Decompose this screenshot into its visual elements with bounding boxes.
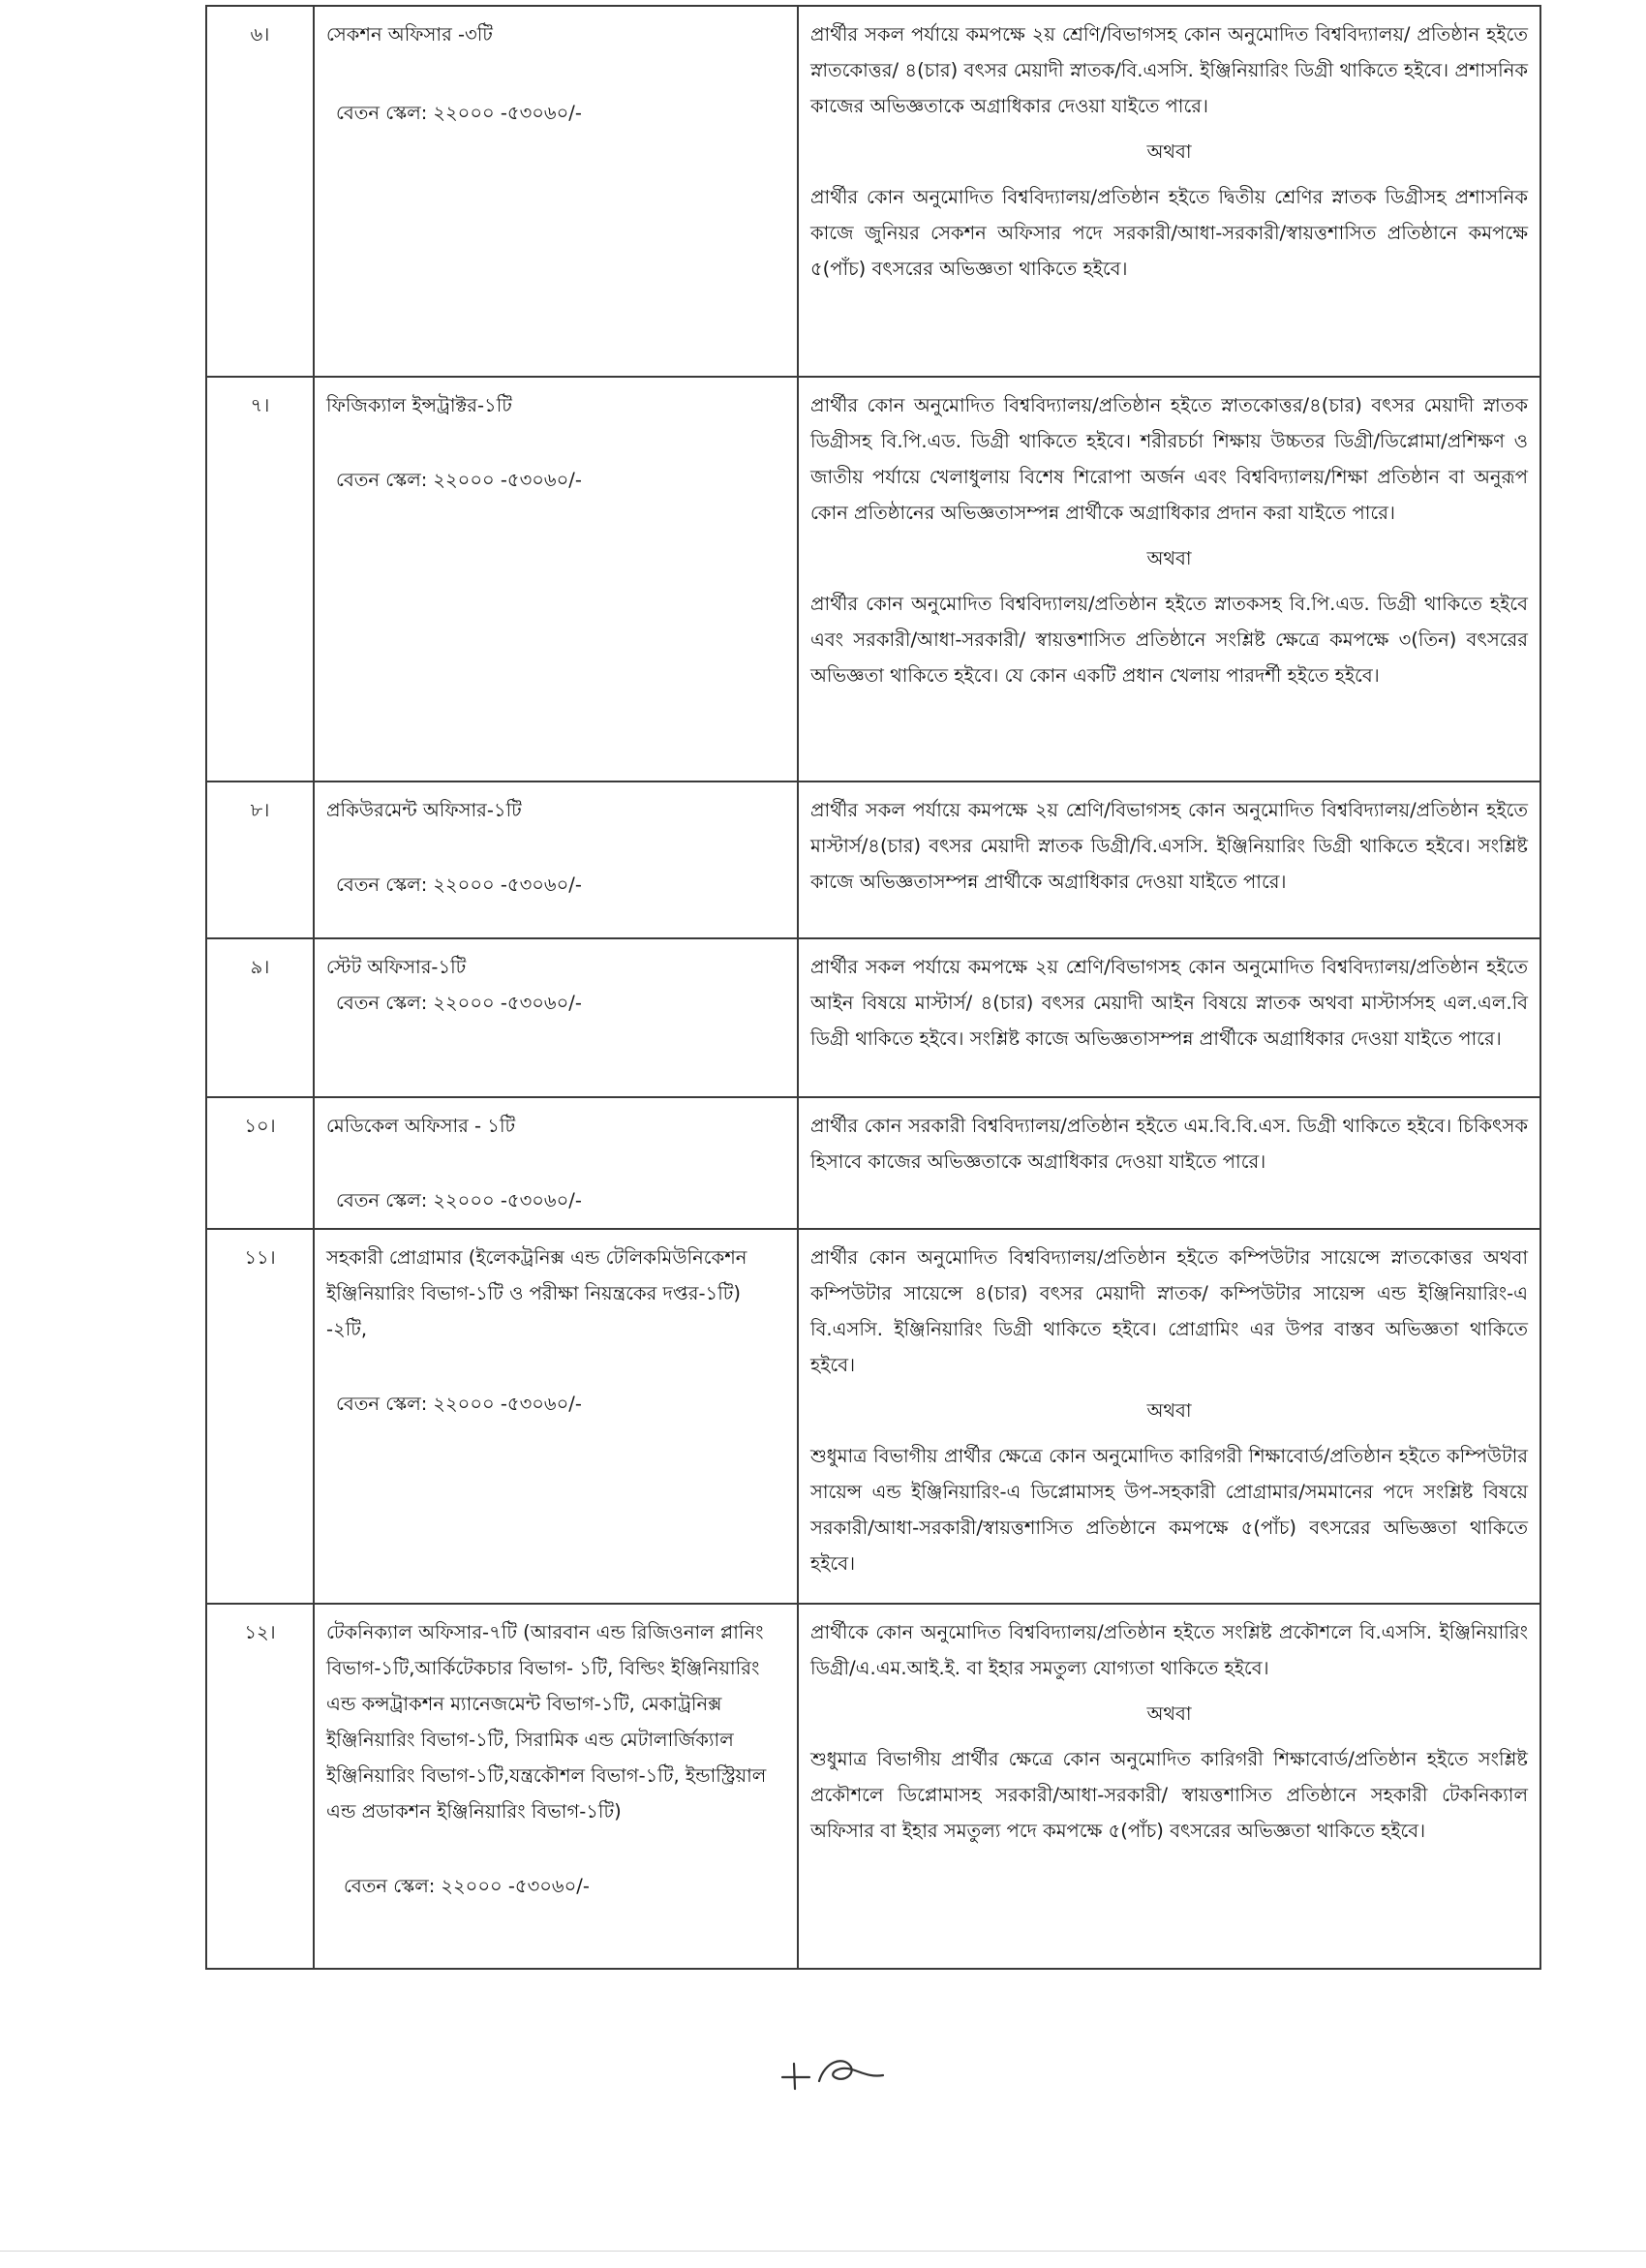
post-cell xyxy=(314,938,798,1097)
qualification-cell xyxy=(798,1604,1540,1969)
serial-number: ৯। xyxy=(206,938,314,1097)
salary-value: ২২০০০ -৫৩০৬০/- xyxy=(441,1875,590,1897)
or-separator: অথবা xyxy=(1146,140,1192,163)
qualification-text: প্রার্থীর সকল পর্যায়ে কমপক্ষে ২য় শ্রেণি/বিভাগসহ কোন অনুমোদিত বিশ্ববিদ্যালয়/ প্রতিষ্ঠান হইতে স্নাতকোত্তর/ ৪(চার) বৎসর মেয়াদী স্নাতক/বি.এসসি. ইঞ্জিনিয়ারিং ডিগ্রী থাকিতে হইবে। প্রশাসনিক কাজের অভিজ্ঞতাকে অগ্রাধিকার দেওয়া যাইতে পারে। xyxy=(810,23,1528,117)
table-row xyxy=(206,1604,1540,1969)
post-cell xyxy=(314,782,798,938)
post-cell xyxy=(314,1604,798,1969)
post-title: সেকশন অফিসার -৩টি xyxy=(326,23,493,46)
post-title: প্রকিউরমেন্ট অফিসার-১টি xyxy=(326,799,522,821)
salary-scale xyxy=(326,1386,785,1422)
or-separator: অথবা xyxy=(1146,1702,1192,1725)
qualification-text-alt: শুধুমাত্র বিভাগীয় প্রার্থীর ক্ষেত্রে কোন অনুমোদিত কারিগরী শিক্ষাবোর্ড/প্রতিষ্ঠান হইতে সংশ্লিষ্ট প্রকৌশলে ডিপ্লোমাসহ সরকারী/আধা-সরকারী/ স্বায়ত্তশাসিত প্রতিষ্ঠানে সহকারী টেকনিক্যাল অফিসার বা ইহার সমতুল্য পদে কমপক্ষে ৫(পাঁচ) বৎসরের অভিজ্ঞতা থাকিতে হইবে। xyxy=(810,1748,1528,1842)
serial-number: ১০। xyxy=(206,1097,314,1229)
salary-value: ২২০০০ -৫৩০৬০/- xyxy=(433,1393,582,1415)
salary-value: ২২০০০ -৫৩০৬০/- xyxy=(433,992,582,1014)
page-bottom-divider xyxy=(0,2251,1646,2252)
salary-value: ২২০০০ -৫৩০৬০/- xyxy=(433,102,582,124)
qualification-cell xyxy=(798,1097,1540,1229)
qualification-text-alt: প্রার্থীর কোন অনুমোদিত বিশ্ববিদ্যালয়/প্রতিষ্ঠান হইতে দ্বিতীয় শ্রেণির স্নাতক ডিগ্রীসহ প্রশাসনিক কাজে জুনিয়র সেকশন অফিসার পদে সরকারী/আধা-সরকারী/স্বায়ত্তশাসিত প্রতিষ্ঠানে কমপক্ষে ৫(পাঁচ) বৎসরের অভিজ্ঞতা থাকিতে হইবে। xyxy=(810,186,1528,280)
table-row xyxy=(206,377,1540,782)
qualification-cell xyxy=(798,377,1540,782)
qualification-cell xyxy=(798,1229,1540,1604)
salary-scale xyxy=(326,1182,785,1218)
salary-value: ২২০০০ -৫৩০৬০/- xyxy=(433,1189,582,1211)
or-separator: অথবা xyxy=(1146,547,1192,569)
salary-label: বেতন স্কেল: xyxy=(336,873,428,896)
table-row xyxy=(206,938,1540,1097)
salary-scale xyxy=(326,867,785,903)
qualification-cell xyxy=(798,782,1540,938)
or-separator: অথবা xyxy=(1146,1399,1192,1422)
salary-scale xyxy=(326,985,785,1021)
serial-number: ৮। xyxy=(206,782,314,938)
table-row xyxy=(206,1097,1540,1229)
qualification-text-alt: শুধুমাত্র বিভাগীয় প্রার্থীর ক্ষেত্রে কোন অনুমোদিত কারিগরী শিক্ষাবোর্ড/প্রতিষ্ঠান হইতে কম্পিউটার সায়েন্স এন্ড ইঞ্জিনিয়ারিং-এ ডিপ্লোমাসহ উপ-সহকারী প্রোগ্রামার/সমমানের পদে সংশ্লিষ্ট বিষয়ে সরকারী/আধা-সরকারী/স্বায়ত্তশাসিত প্রতিষ্ঠানে কমপক্ষে ৫(পাঁচ) বৎসরের অভিজ্ঞতা থাকিতে হইবে। xyxy=(810,1445,1528,1575)
salary-label: বেতন স্কেল: xyxy=(336,992,428,1014)
post-title: সহকারী প্রোগ্রামার (ইলেকট্রনিক্স এন্ড টেলিকমিউনিকেশন ইঞ্জিনিয়ারিং বিভাগ-১টি ও পরীক্ষা নিয়ন্ত্রকের দপ্তর-১টি) -২টি, xyxy=(326,1246,747,1340)
salary-label: বেতন স্কেল: xyxy=(336,1393,428,1415)
salary-label: বেতন স্কেল: xyxy=(336,1189,428,1211)
qualification-text: প্রার্থীর সকল পর্যায়ে কমপক্ষে ২য় শ্রেণি/বিভাগসহ কোন অনুমোদিত বিশ্ববিদ্যালয়/প্রতিষ্ঠান হইতে আইন বিষয়ে মাস্টার্স/ ৪(চার) বৎসর মেয়াদী আইন বিষয়ে স্নাতক অথবা মাস্টার্সসহ এল.এল.বি ডিগ্রী থাকিতে হইবে। সংশ্লিষ্ট কাজে অভিজ্ঞতাসম্পন্ন প্রার্থীকে অগ্রাধিকার দেওয়া যাইতে পারে। xyxy=(810,956,1528,1050)
salary-value: ২২০০০ -৫৩০৬০/- xyxy=(433,873,582,896)
post-cell xyxy=(314,1229,798,1604)
qualification-cell xyxy=(798,938,1540,1097)
qualification-text: প্রার্থীর কোন অনুমোদিত বিশ্ববিদ্যালয়/প্রতিষ্ঠান হইতে স্নাতকোত্তর/৪(চার) বৎসর মেয়াদী স্নাতক ডিগ্রীসহ বি.পি.এড. ডিগ্রী থাকিতে হইবে। শরীরচর্চা শিক্ষায় উচ্চতর ডিগ্রী/ডিপ্লোমা/প্রশিক্ষণ ও জাতীয় পর্যায়ে খেলাধুলায় বিশেষ শিরোপা অর্জন এবং বিশ্ববিদ্যালয়/শিক্ষা প্রতিষ্ঠান বা অনুরূপ কোন প্রতিষ্ঠানের অভিজ্ঞতাসম্পন্ন প্রার্থীকে অগ্রাধিকার প্রদান করা যাইতে পারে। xyxy=(810,394,1528,524)
table-row xyxy=(206,6,1540,377)
serial-number: ৭। xyxy=(206,377,314,782)
post-title: মেডিকেল অফিসার - ১টি xyxy=(326,1115,516,1137)
salary-scale xyxy=(326,462,785,498)
salary-label: বেতন স্কেল: xyxy=(336,469,428,491)
post-cell xyxy=(314,1097,798,1229)
qualification-text-alt: প্রার্থীর কোন অনুমোদিত বিশ্ববিদ্যালয়/প্রতিষ্ঠান হইতে স্নাতকসহ বি.পি.এড. ডিগ্রী থাকিতে হইবে এবং সরকারী/আধা-সরকারী/ স্বায়ত্তশাসিত প্রতিষ্ঠানে সংশ্লিষ্ট ক্ষেত্রে কমপক্ষে ৩(তিন) বৎসরের অভিজ্ঞতা থাকিতে হইবে। যে কোন একটি প্রধান খেলায় পারদর্শী হইতে হইবে। xyxy=(810,593,1528,687)
qualification-cell xyxy=(798,6,1540,377)
salary-value: ২২০০০ -৫৩০৬০/- xyxy=(433,469,582,491)
serial-number: ৬। xyxy=(206,6,314,377)
qualification-text: প্রার্থীর সকল পর্যায়ে কমপক্ষে ২য় শ্রেণি/বিভাগসহ কোন অনুমোদিত বিশ্ববিদ্যালয়/প্রতিষ্ঠান হইতে মাস্টার্স/৪(চার) বৎসর মেয়াদী স্নাতক ডিগ্রী/বি.এসসি. ইঞ্জিনিয়ারিং ডিগ্রী থাকিতে হইবে। সংশ্লিষ্ট কাজে অভিজ্ঞতাসম্পন্ন প্রার্থীকে অগ্রাধিকার দেওয়া যাইতে পারে। xyxy=(810,799,1528,893)
table-row xyxy=(206,782,1540,938)
post-cell xyxy=(314,6,798,377)
salary-scale xyxy=(326,95,785,131)
qualification-text: প্রার্থীকে কোন অনুমোদিত বিশ্ববিদ্যালয়/প্রতিষ্ঠান হইতে সংশ্লিষ্ট প্রকৌশলে বি.এসসি. ইঞ্জিনিয়ারিং ডিগ্রী/এ.এম.আই.ই. বা ইহার সমতুল্য যোগ্যতা থাকিতে হইবে। xyxy=(810,1621,1528,1679)
salary-label: বেতন স্কেল: xyxy=(344,1875,436,1897)
serial-number: ১২। xyxy=(206,1604,314,1969)
post-cell xyxy=(314,377,798,782)
salary-scale xyxy=(326,1868,785,1904)
serial-number: ১১। xyxy=(206,1229,314,1604)
table-row xyxy=(206,1229,1540,1604)
handwritten-page-mark xyxy=(775,2048,900,2097)
post-title: স্টেট অফিসার-১টি xyxy=(326,956,467,978)
salary-label: বেতন স্কেল: xyxy=(336,102,428,124)
post-title: ফিজিক্যাল ইন্সট্রাক্টর-১টি xyxy=(326,394,512,416)
qualification-text: প্রার্থীর কোন সরকারী বিশ্ববিদ্যালয়/প্রতিষ্ঠান হইতে এম.বি.বি.এস. ডিগ্রী থাকিতে হইবে। চিকিৎসক হিসাবে কাজের অভিজ্ঞতাকে অগ্রাধিকার দেওয়া যাইতে পারে। xyxy=(810,1115,1528,1173)
qualification-text: প্রার্থীর কোন অনুমোদিত বিশ্ববিদ্যালয়/প্রতিষ্ঠান হইতে কম্পিউটার সায়েন্সে স্নাতকোত্তর অথবা কম্পিউটার সায়েন্সে ৪(চার) বৎসর মেয়াদী স্নাতক/ কম্পিউটার সায়েন্স এন্ড ইঞ্জিনিয়ারিং-এ বি.এসসি. ইঞ্জিনিয়ারিং ডিগ্রী থাকিতে হইবে। প্রোগ্রামিং এর উপর বাস্তব অভিজ্ঞতা থাকিতে হইবে। xyxy=(810,1246,1528,1376)
job-qualification-table xyxy=(205,5,1541,1970)
post-title: টেকনিক্যাল অফিসার-৭টি (আরবান এন্ড রিজিওনাল প্লানিং বিভাগ-১টি,আর্কিটেকচার বিভাগ- ১টি, বিল্ডিং ইঞ্জিনিয়ারিং এন্ড কন্সট্রাকশন ম্যানেজমেন্ট বিভাগ-১টি, মেকাট্রনিক্স ইঞ্জিনিয়ারিং বিভাগ-১টি, সিরামিক এন্ড মেটালার্জিক্যাল ইঞ্জিনিয়ারিং বিভাগ-১টি,যন্ত্রকৌশল বিভাগ-১টি, ইন্ডাস্ট্রিয়াল এন্ড প্রডাকশন ইঞ্জিনিয়ারিং বিভাগ-১টি) xyxy=(326,1621,767,1823)
